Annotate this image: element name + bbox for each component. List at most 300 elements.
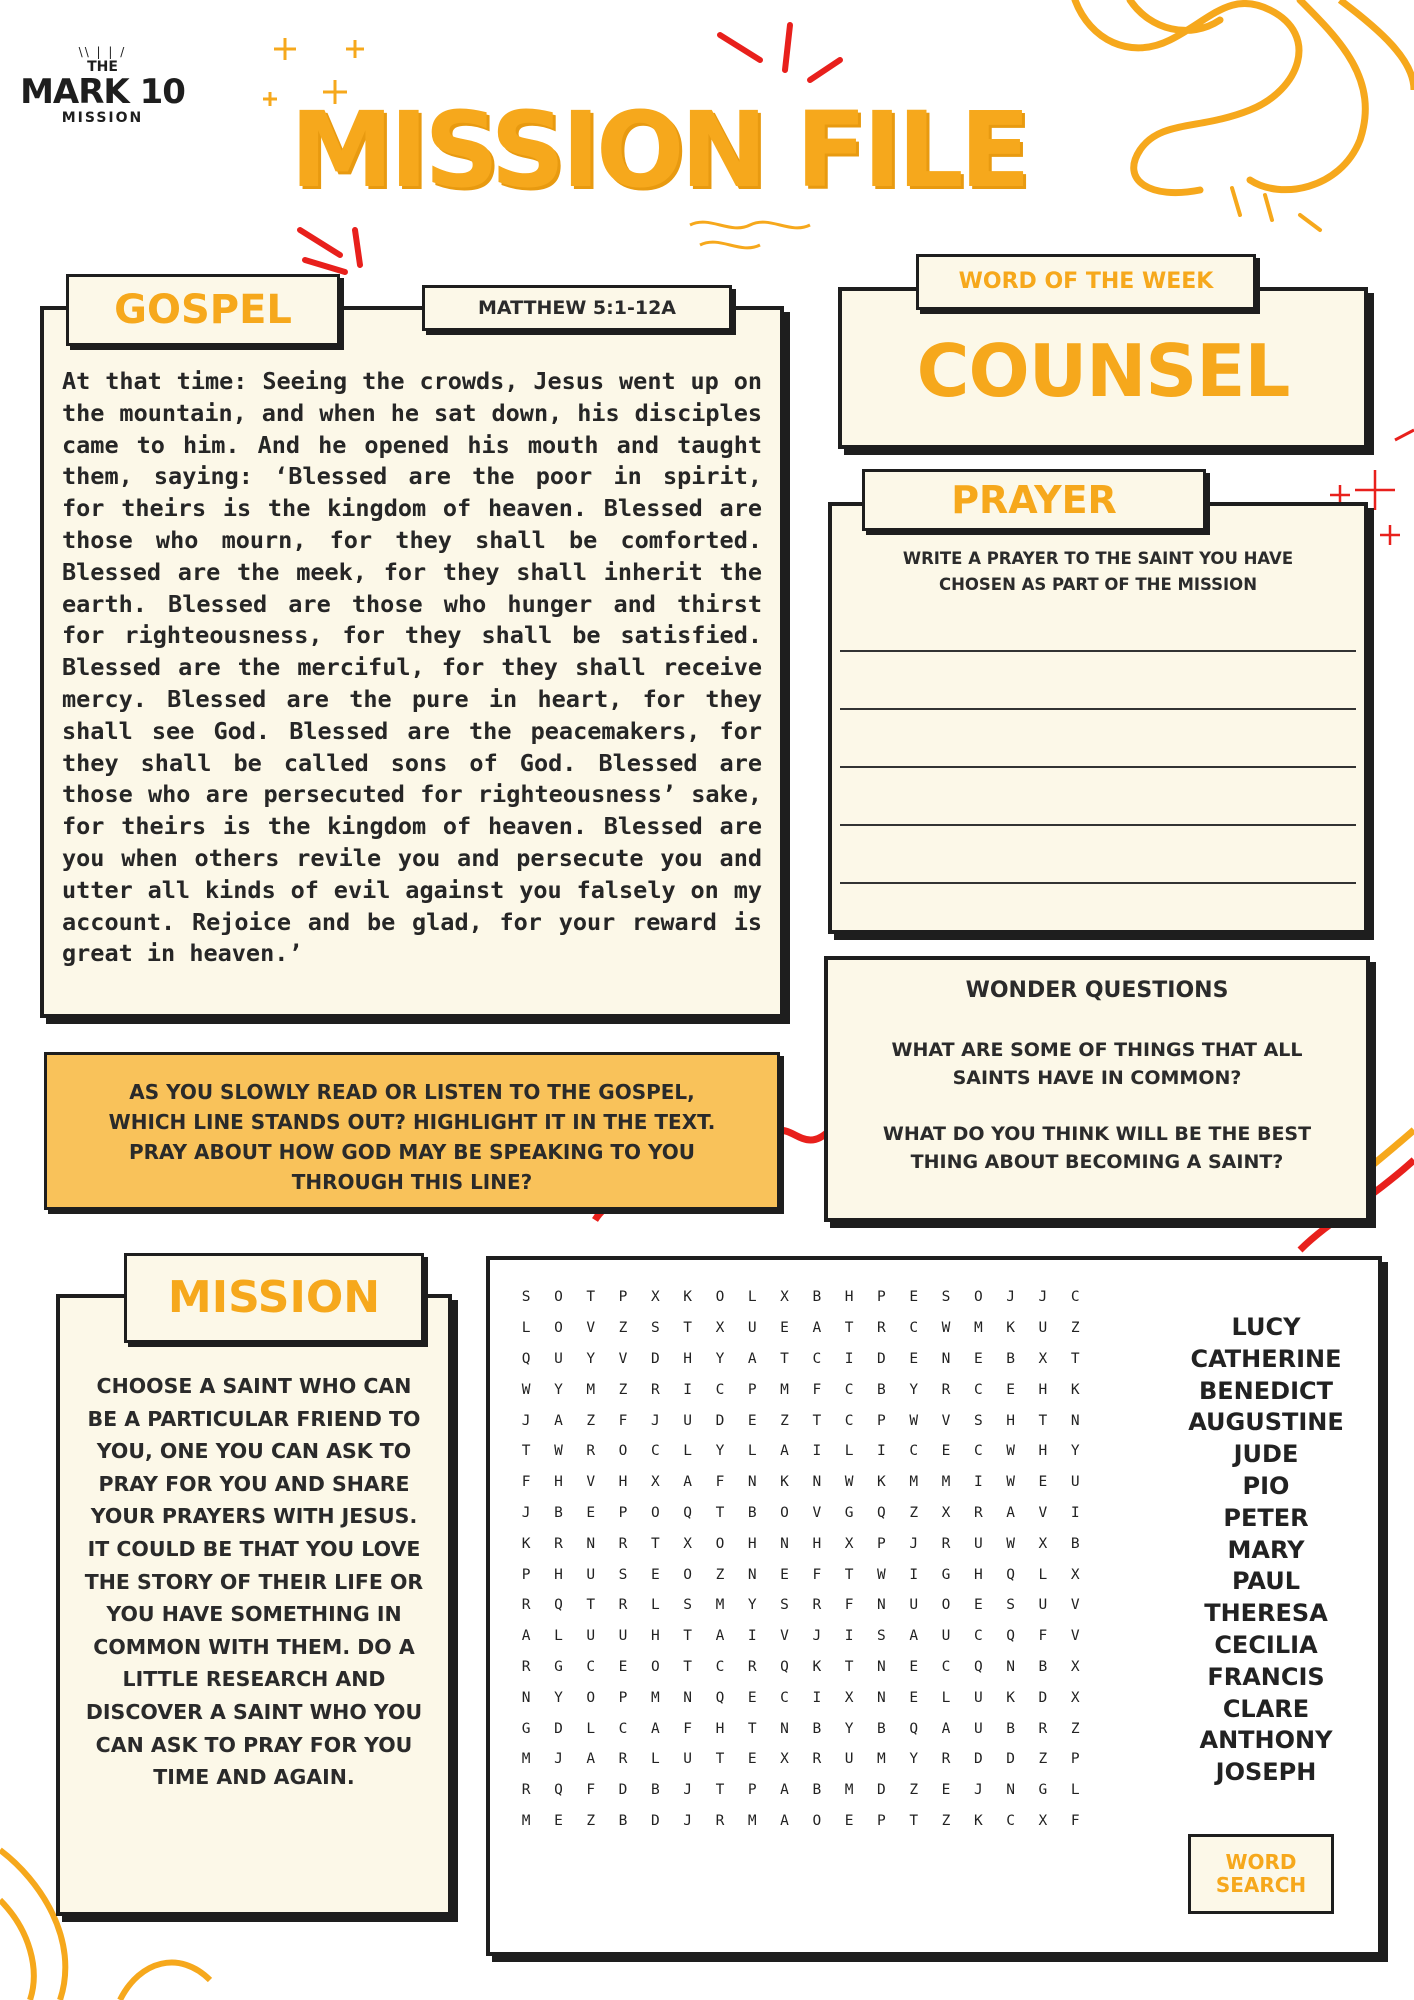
word-search-cell[interactable]: A bbox=[747, 1350, 757, 1367]
word-search-cell[interactable]: P bbox=[618, 1689, 628, 1706]
word-search-cell[interactable]: K bbox=[521, 1535, 531, 1552]
word-search-cell[interactable]: L bbox=[844, 1443, 854, 1460]
word-search-cell[interactable]: E bbox=[747, 1689, 757, 1706]
word-search-cell[interactable]: K bbox=[1070, 1381, 1080, 1398]
word-search-cell[interactable]: D bbox=[715, 1412, 725, 1429]
word-search-cell[interactable]: U bbox=[683, 1412, 692, 1429]
word-search-cell[interactable]: Y bbox=[715, 1350, 725, 1367]
word-search-cell[interactable]: H bbox=[683, 1350, 692, 1367]
word-search-cell[interactable]: H bbox=[554, 1566, 563, 1583]
word-search-cell[interactable]: Q bbox=[1006, 1628, 1015, 1645]
word-search-cell[interactable]: E bbox=[909, 1689, 919, 1706]
word-search-cell[interactable]: S bbox=[650, 1320, 660, 1337]
word-search-cell[interactable]: X bbox=[1070, 1658, 1080, 1675]
word-search-cell[interactable]: L bbox=[586, 1720, 596, 1737]
word-search-cell[interactable]: O bbox=[715, 1535, 725, 1552]
word-search-cell[interactable]: U bbox=[941, 1628, 951, 1645]
word-search-cell[interactable]: L bbox=[747, 1289, 757, 1306]
word-search-cell[interactable]: V bbox=[1038, 1504, 1048, 1521]
word-search-cell[interactable]: W bbox=[877, 1566, 886, 1583]
prayer-line[interactable] bbox=[840, 824, 1356, 826]
word-search-cell[interactable]: C bbox=[909, 1443, 919, 1460]
word-search-cell[interactable]: W bbox=[1006, 1535, 1015, 1552]
word-search-cell[interactable]: A bbox=[780, 1782, 789, 1799]
word-search-cell[interactable]: B bbox=[1006, 1350, 1015, 1367]
word-search-cell[interactable]: S bbox=[683, 1597, 692, 1614]
word-search-cell[interactable]: K bbox=[683, 1289, 692, 1306]
word-search-cell[interactable]: T bbox=[812, 1412, 822, 1429]
word-search-cell[interactable]: R bbox=[650, 1381, 660, 1398]
word-search-cell[interactable]: C bbox=[1070, 1289, 1080, 1306]
word-search-cell[interactable]: J bbox=[683, 1782, 692, 1799]
word-search-cell[interactable]: U bbox=[973, 1535, 983, 1552]
word-search-cell[interactable]: Z bbox=[909, 1782, 919, 1799]
word-search-cell[interactable]: M bbox=[521, 1751, 531, 1768]
word-search-cell[interactable]: Z bbox=[586, 1412, 596, 1429]
word-search-cell[interactable]: H bbox=[1006, 1412, 1015, 1429]
word-search-cell[interactable]: G bbox=[941, 1566, 951, 1583]
word-search-cell[interactable]: Q bbox=[715, 1689, 725, 1706]
word-search-cell[interactable]: E bbox=[973, 1350, 983, 1367]
word-search-cell[interactable]: D bbox=[877, 1350, 886, 1367]
word-search-cell[interactable]: E bbox=[941, 1782, 951, 1799]
word-search-cell[interactable]: Y bbox=[909, 1751, 919, 1768]
word-search-cell[interactable]: P bbox=[618, 1504, 628, 1521]
word-search-cell[interactable]: Q bbox=[973, 1658, 983, 1675]
prayer-line[interactable] bbox=[840, 882, 1356, 884]
word-search-cell[interactable]: T bbox=[715, 1782, 725, 1799]
word-search-cell[interactable]: Q bbox=[683, 1504, 692, 1521]
word-search-cell[interactable]: R bbox=[521, 1782, 531, 1799]
word-search-cell[interactable]: H bbox=[554, 1474, 563, 1491]
word-search-cell[interactable]: T bbox=[844, 1658, 854, 1675]
word-search-cell[interactable]: M bbox=[747, 1812, 757, 1829]
word-search-cell[interactable]: E bbox=[909, 1658, 919, 1675]
word-search-cell[interactable]: N bbox=[780, 1535, 789, 1552]
prayer-line[interactable] bbox=[840, 708, 1356, 710]
word-search-cell[interactable]: V bbox=[812, 1504, 822, 1521]
word-search-cell[interactable]: W bbox=[844, 1474, 854, 1491]
word-search-cell[interactable]: C bbox=[618, 1720, 628, 1737]
word-search-cell[interactable]: B bbox=[1070, 1535, 1080, 1552]
word-search-cell[interactable]: C bbox=[812, 1350, 822, 1367]
word-search-cell[interactable]: F bbox=[521, 1474, 531, 1491]
word-search-cell[interactable]: F bbox=[683, 1720, 692, 1737]
word-search-cell[interactable]: F bbox=[1070, 1812, 1080, 1829]
word-search-cell[interactable]: K bbox=[1006, 1320, 1015, 1337]
word-search-cell[interactable]: C bbox=[1006, 1812, 1015, 1829]
word-search-cell[interactable]: R bbox=[618, 1751, 628, 1768]
word-search-cell[interactable]: P bbox=[747, 1782, 757, 1799]
word-search-cell[interactable]: V bbox=[1070, 1628, 1080, 1645]
word-search-cell[interactable]: E bbox=[1038, 1474, 1048, 1491]
word-search-cell[interactable]: Z bbox=[941, 1812, 951, 1829]
word-search-cell[interactable]: I bbox=[1070, 1504, 1080, 1521]
word-search-cell[interactable]: X bbox=[650, 1474, 660, 1491]
word-search-cell[interactable]: J bbox=[973, 1782, 983, 1799]
word-search-cell[interactable]: V bbox=[1070, 1597, 1080, 1614]
word-search-cell[interactable]: M bbox=[586, 1381, 596, 1398]
word-search-cell[interactable]: I bbox=[973, 1474, 983, 1491]
word-search-cell[interactable]: D bbox=[1006, 1751, 1015, 1768]
word-search-cell[interactable]: C bbox=[973, 1628, 983, 1645]
word-search-cell[interactable]: E bbox=[747, 1751, 757, 1768]
word-search-cell[interactable]: S bbox=[877, 1628, 886, 1645]
word-search-cell[interactable]: Z bbox=[618, 1381, 628, 1398]
word-search-cell[interactable]: H bbox=[618, 1474, 628, 1491]
word-search-cell[interactable]: F bbox=[618, 1412, 628, 1429]
word-search-cell[interactable]: S bbox=[941, 1289, 951, 1306]
word-search-cell[interactable]: C bbox=[941, 1658, 951, 1675]
word-search-cell[interactable]: X bbox=[941, 1504, 951, 1521]
word-search-cell[interactable]: C bbox=[650, 1443, 660, 1460]
word-search-cell[interactable]: G bbox=[521, 1720, 531, 1737]
word-search-cell[interactable]: L bbox=[683, 1443, 692, 1460]
word-search-cell[interactable]: R bbox=[521, 1597, 531, 1614]
word-search-cell[interactable]: D bbox=[618, 1782, 628, 1799]
word-search-cell[interactable]: I bbox=[844, 1628, 854, 1645]
word-search-cell[interactable]: C bbox=[844, 1381, 854, 1398]
word-search-cell[interactable]: N bbox=[1070, 1412, 1080, 1429]
word-search-cell[interactable]: Y bbox=[747, 1597, 757, 1614]
word-search-cell[interactable]: Y bbox=[586, 1350, 596, 1367]
word-search-cell[interactable]: U bbox=[554, 1350, 563, 1367]
word-search-cell[interactable]: T bbox=[844, 1320, 854, 1337]
word-search-cell[interactable]: B bbox=[812, 1289, 822, 1306]
word-search-cell[interactable]: A bbox=[650, 1720, 660, 1737]
word-search-cell[interactable]: Z bbox=[780, 1412, 789, 1429]
word-search-cell[interactable]: B bbox=[812, 1720, 822, 1737]
word-search-cell[interactable]: N bbox=[877, 1597, 886, 1614]
word-search-cell[interactable]: M bbox=[973, 1320, 983, 1337]
word-search-cell[interactable]: R bbox=[973, 1504, 983, 1521]
word-search-cell[interactable]: I bbox=[909, 1566, 919, 1583]
word-search-cell[interactable]: L bbox=[521, 1320, 531, 1337]
word-search-cell[interactable]: X bbox=[1038, 1812, 1048, 1829]
word-search-cell[interactable]: E bbox=[747, 1412, 757, 1429]
word-search-cell[interactable]: O bbox=[715, 1289, 725, 1306]
word-search-cell[interactable]: B bbox=[812, 1782, 822, 1799]
word-search-cell[interactable]: R bbox=[586, 1443, 596, 1460]
word-search-cell[interactable]: E bbox=[554, 1812, 563, 1829]
word-search-cell[interactable]: Y bbox=[715, 1443, 725, 1460]
word-search-cell[interactable]: O bbox=[554, 1289, 563, 1306]
word-search-cell[interactable]: F bbox=[812, 1566, 822, 1583]
word-search-cell[interactable]: H bbox=[715, 1720, 725, 1737]
word-search-cell[interactable]: E bbox=[586, 1504, 596, 1521]
word-search-cell[interactable]: I bbox=[844, 1350, 854, 1367]
word-search-cell[interactable]: T bbox=[780, 1350, 789, 1367]
word-search-cell[interactable]: R bbox=[812, 1751, 822, 1768]
word-search-cell[interactable]: M bbox=[650, 1689, 660, 1706]
word-search-cell[interactable]: W bbox=[554, 1443, 563, 1460]
word-search-cell[interactable]: B bbox=[747, 1504, 757, 1521]
word-search-cell[interactable]: H bbox=[747, 1535, 757, 1552]
word-search-cell[interactable]: P bbox=[618, 1289, 628, 1306]
word-search-cell[interactable]: I bbox=[812, 1689, 822, 1706]
word-search-cell[interactable]: C bbox=[844, 1412, 854, 1429]
word-search-cell[interactable]: D bbox=[973, 1751, 983, 1768]
word-search-cell[interactable]: M bbox=[877, 1751, 886, 1768]
word-search-cell[interactable]: T bbox=[521, 1443, 531, 1460]
word-search-cell[interactable]: B bbox=[877, 1720, 886, 1737]
word-search-cell[interactable]: R bbox=[618, 1535, 628, 1552]
word-search-cell[interactable]: N bbox=[1006, 1782, 1015, 1799]
word-search-cell[interactable]: J bbox=[683, 1812, 692, 1829]
word-search-cell[interactable]: A bbox=[715, 1628, 725, 1645]
word-search-cell[interactable]: H bbox=[1038, 1381, 1048, 1398]
word-search-cell[interactable]: R bbox=[877, 1320, 886, 1337]
word-search-cell[interactable]: C bbox=[715, 1381, 725, 1398]
word-search-cell[interactable]: S bbox=[618, 1566, 628, 1583]
word-search-cell[interactable]: N bbox=[812, 1474, 822, 1491]
word-search-cell[interactable]: C bbox=[586, 1658, 596, 1675]
word-search-cell[interactable]: P bbox=[877, 1412, 886, 1429]
word-search-cell[interactable]: L bbox=[650, 1597, 660, 1614]
word-search-cell[interactable]: N bbox=[747, 1474, 757, 1491]
word-search-cell[interactable]: A bbox=[780, 1812, 789, 1829]
word-search-cell[interactable]: O bbox=[618, 1443, 628, 1460]
word-search-cell[interactable]: T bbox=[683, 1320, 692, 1337]
word-search-cell[interactable]: T bbox=[683, 1628, 692, 1645]
word-search-cell[interactable]: K bbox=[973, 1812, 983, 1829]
word-search-cell[interactable]: O bbox=[780, 1504, 789, 1521]
word-search-cell[interactable]: A bbox=[941, 1720, 951, 1737]
word-search-cell[interactable]: W bbox=[1006, 1443, 1015, 1460]
word-search-cell[interactable]: M bbox=[780, 1381, 789, 1398]
word-search-cell[interactable]: Z bbox=[1070, 1720, 1080, 1737]
word-search-cell[interactable]: J bbox=[650, 1412, 660, 1429]
word-search-cell[interactable]: Q bbox=[909, 1720, 919, 1737]
word-search-cell[interactable]: E bbox=[1006, 1381, 1015, 1398]
word-search-cell[interactable]: W bbox=[941, 1320, 951, 1337]
word-search-cell[interactable]: B bbox=[1006, 1720, 1015, 1737]
word-search-cell[interactable]: R bbox=[941, 1535, 951, 1552]
word-search-cell[interactable]: L bbox=[650, 1751, 660, 1768]
word-search-cell[interactable]: A bbox=[683, 1474, 692, 1491]
word-search-cell[interactable]: U bbox=[973, 1720, 983, 1737]
word-search-cell[interactable]: J bbox=[521, 1504, 531, 1521]
word-search-cell[interactable]: M bbox=[844, 1782, 854, 1799]
word-search-cell[interactable]: F bbox=[715, 1474, 725, 1491]
word-search-cell[interactable]: X bbox=[780, 1289, 789, 1306]
prayer-line[interactable] bbox=[840, 650, 1356, 652]
word-search-cell[interactable]: T bbox=[715, 1504, 725, 1521]
word-search-cell[interactable]: R bbox=[554, 1535, 563, 1552]
word-search-cell[interactable]: X bbox=[780, 1751, 789, 1768]
word-search-cell[interactable]: L bbox=[1070, 1782, 1080, 1799]
word-search-cell[interactable]: F bbox=[1038, 1628, 1048, 1645]
word-search-cell[interactable]: U bbox=[1038, 1320, 1048, 1337]
word-search-cell[interactable]: Y bbox=[554, 1689, 563, 1706]
word-search-cell[interactable]: C bbox=[715, 1658, 725, 1675]
word-search-cell[interactable]: O bbox=[973, 1289, 983, 1306]
word-search-cell[interactable]: O bbox=[586, 1689, 596, 1706]
word-search-cell[interactable]: A bbox=[812, 1320, 822, 1337]
word-search-cell[interactable]: U bbox=[973, 1689, 983, 1706]
word-search-cell[interactable]: O bbox=[941, 1597, 951, 1614]
word-search-cell[interactable]: X bbox=[844, 1535, 854, 1552]
word-search-cell[interactable]: S bbox=[780, 1597, 789, 1614]
word-search-cell[interactable]: T bbox=[683, 1658, 692, 1675]
word-search-cell[interactable]: K bbox=[877, 1474, 886, 1491]
word-search-cell[interactable]: R bbox=[715, 1812, 725, 1829]
word-search-cell[interactable]: C bbox=[973, 1381, 983, 1398]
word-search-cell[interactable]: V bbox=[586, 1474, 596, 1491]
word-search-cell[interactable]: D bbox=[877, 1782, 886, 1799]
word-search-cell[interactable]: X bbox=[1070, 1566, 1080, 1583]
word-search-cell[interactable]: F bbox=[812, 1381, 822, 1398]
word-search-cell[interactable]: E bbox=[618, 1658, 628, 1675]
word-search-cell[interactable]: C bbox=[973, 1443, 983, 1460]
word-search-cell[interactable]: V bbox=[586, 1320, 596, 1337]
word-search-cell[interactable]: D bbox=[650, 1812, 660, 1829]
word-search-cell[interactable]: F bbox=[586, 1782, 596, 1799]
word-search-cell[interactable]: M bbox=[521, 1812, 531, 1829]
word-search-cell[interactable]: J bbox=[1006, 1289, 1015, 1306]
word-search-cell[interactable]: A bbox=[909, 1628, 919, 1645]
word-search-cell[interactable]: Z bbox=[715, 1566, 725, 1583]
word-search-cell[interactable]: E bbox=[909, 1350, 919, 1367]
word-search-cell[interactable]: T bbox=[650, 1535, 660, 1552]
word-search-cell[interactable]: X bbox=[844, 1689, 854, 1706]
word-search-cell[interactable]: R bbox=[941, 1381, 951, 1398]
word-search-cell[interactable]: R bbox=[618, 1597, 628, 1614]
word-search-cell[interactable]: P bbox=[877, 1289, 886, 1306]
word-search-cell[interactable]: J bbox=[812, 1628, 822, 1645]
word-search-cell[interactable]: E bbox=[780, 1566, 789, 1583]
word-search-cell[interactable]: U bbox=[1038, 1597, 1048, 1614]
word-search-cell[interactable]: O bbox=[554, 1320, 563, 1337]
word-search-cell[interactable]: S bbox=[973, 1412, 983, 1429]
word-search-cell[interactable]: U bbox=[586, 1628, 596, 1645]
word-search-cell[interactable]: A bbox=[554, 1412, 563, 1429]
word-search-cell[interactable]: V bbox=[941, 1412, 951, 1429]
word-search-cell[interactable]: J bbox=[554, 1751, 563, 1768]
word-search-cell[interactable]: X bbox=[1070, 1689, 1080, 1706]
word-search-cell[interactable]: R bbox=[747, 1658, 757, 1675]
word-search-cell[interactable]: J bbox=[1038, 1289, 1048, 1306]
word-search-cell[interactable]: U bbox=[586, 1566, 596, 1583]
word-search-cell[interactable]: Z bbox=[1070, 1320, 1080, 1337]
word-search-cell[interactable]: M bbox=[909, 1474, 919, 1491]
word-search-cell[interactable]: X bbox=[715, 1320, 725, 1337]
word-search-cell[interactable]: T bbox=[747, 1720, 757, 1737]
word-search-cell[interactable]: U bbox=[618, 1628, 628, 1645]
word-search-cell[interactable]: T bbox=[586, 1597, 596, 1614]
word-search-cell[interactable]: E bbox=[941, 1443, 951, 1460]
word-search-cell[interactable]: T bbox=[1038, 1412, 1048, 1429]
word-search-cell[interactable]: V bbox=[618, 1350, 628, 1367]
word-search-cell[interactable]: B bbox=[618, 1812, 628, 1829]
word-search-cell[interactable]: N bbox=[521, 1689, 531, 1706]
word-search-cell[interactable]: X bbox=[683, 1535, 692, 1552]
word-search-cell[interactable]: D bbox=[1038, 1689, 1048, 1706]
word-search-cell[interactable]: D bbox=[650, 1350, 660, 1367]
word-search-cell[interactable]: R bbox=[1038, 1720, 1048, 1737]
word-search-cell[interactable]: J bbox=[521, 1412, 531, 1429]
word-search-cell[interactable]: P bbox=[1070, 1751, 1080, 1768]
word-search-cell[interactable]: A bbox=[586, 1751, 596, 1768]
word-search-cell[interactable]: J bbox=[909, 1535, 919, 1552]
word-search-cell[interactable]: U bbox=[1070, 1474, 1080, 1491]
word-search-cell[interactable]: Y bbox=[1070, 1443, 1080, 1460]
word-search-cell[interactable]: H bbox=[844, 1289, 854, 1306]
word-search-cell[interactable]: E bbox=[650, 1566, 660, 1583]
word-search-cell[interactable]: H bbox=[650, 1628, 660, 1645]
word-search-cell[interactable]: Q bbox=[521, 1350, 531, 1367]
word-search-cell[interactable]: N bbox=[683, 1689, 692, 1706]
word-search-cell[interactable]: N bbox=[1006, 1658, 1015, 1675]
word-search-cell[interactable]: I bbox=[812, 1443, 822, 1460]
word-search-cell[interactable]: S bbox=[521, 1289, 531, 1306]
word-search-cell[interactable]: U bbox=[747, 1320, 757, 1337]
word-search-cell[interactable]: P bbox=[877, 1812, 886, 1829]
word-search-cell[interactable]: G bbox=[1038, 1782, 1048, 1799]
word-search-cell[interactable]: Q bbox=[780, 1658, 789, 1675]
word-search-cell[interactable]: N bbox=[747, 1566, 757, 1583]
word-search-cell[interactable]: L bbox=[554, 1628, 563, 1645]
word-search-cell[interactable]: E bbox=[909, 1289, 919, 1306]
word-search-cell[interactable]: R bbox=[941, 1751, 951, 1768]
word-search-cell[interactable]: Q bbox=[1006, 1566, 1015, 1583]
word-search-cell[interactable]: R bbox=[812, 1597, 822, 1614]
word-search-cell[interactable]: O bbox=[683, 1566, 692, 1583]
word-search-cell[interactable]: X bbox=[1038, 1350, 1048, 1367]
word-search-cell[interactable]: Q bbox=[554, 1782, 563, 1799]
word-search-cell[interactable]: U bbox=[909, 1597, 919, 1614]
word-search-cell[interactable]: O bbox=[812, 1812, 822, 1829]
word-search-cell[interactable]: Y bbox=[554, 1381, 563, 1398]
word-search-cell[interactable]: M bbox=[941, 1474, 951, 1491]
word-search-cell[interactable]: A bbox=[521, 1628, 531, 1645]
word-search-cell[interactable]: C bbox=[909, 1320, 919, 1337]
word-search-cell[interactable]: E bbox=[973, 1597, 983, 1614]
word-search-cell[interactable]: I bbox=[683, 1381, 692, 1398]
word-search-cell[interactable]: W bbox=[1006, 1474, 1015, 1491]
word-search-cell[interactable]: I bbox=[747, 1628, 757, 1645]
word-search-cell[interactable]: Z bbox=[909, 1504, 919, 1521]
word-search-cell[interactable]: K bbox=[812, 1658, 822, 1675]
word-search-cell[interactable]: I bbox=[877, 1443, 886, 1460]
word-search-cell[interactable]: B bbox=[554, 1504, 563, 1521]
word-search-cell[interactable]: U bbox=[844, 1751, 854, 1768]
word-search-cell[interactable]: B bbox=[1038, 1658, 1048, 1675]
word-search-cell[interactable]: T bbox=[586, 1289, 596, 1306]
word-search-cell[interactable]: E bbox=[844, 1812, 854, 1829]
word-search-cell[interactable]: L bbox=[1038, 1566, 1048, 1583]
word-search-cell[interactable]: L bbox=[747, 1443, 757, 1460]
word-search-cell[interactable]: T bbox=[909, 1812, 919, 1829]
word-search-cell[interactable]: N bbox=[877, 1689, 886, 1706]
word-search-cell[interactable]: G bbox=[554, 1658, 563, 1675]
word-search-cell[interactable]: N bbox=[780, 1720, 789, 1737]
word-search-cell[interactable]: L bbox=[941, 1689, 951, 1706]
word-search-cell[interactable]: Y bbox=[909, 1381, 919, 1398]
word-search-cell[interactable]: H bbox=[812, 1535, 822, 1552]
word-search-cell[interactable]: V bbox=[780, 1628, 789, 1645]
word-search-cell[interactable]: O bbox=[650, 1658, 660, 1675]
word-search-cell[interactable]: Q bbox=[554, 1597, 563, 1614]
word-search-cell[interactable]: P bbox=[747, 1381, 757, 1398]
word-search-cell[interactable]: W bbox=[909, 1412, 919, 1429]
word-search-cell[interactable]: H bbox=[1038, 1443, 1048, 1460]
word-search-cell[interactable]: U bbox=[683, 1751, 692, 1768]
word-search-cell[interactable]: Z bbox=[1038, 1751, 1048, 1768]
word-search-cell[interactable]: E bbox=[780, 1320, 789, 1337]
word-search-cell[interactable]: C bbox=[780, 1689, 789, 1706]
word-search-cell[interactable]: Z bbox=[618, 1320, 628, 1337]
